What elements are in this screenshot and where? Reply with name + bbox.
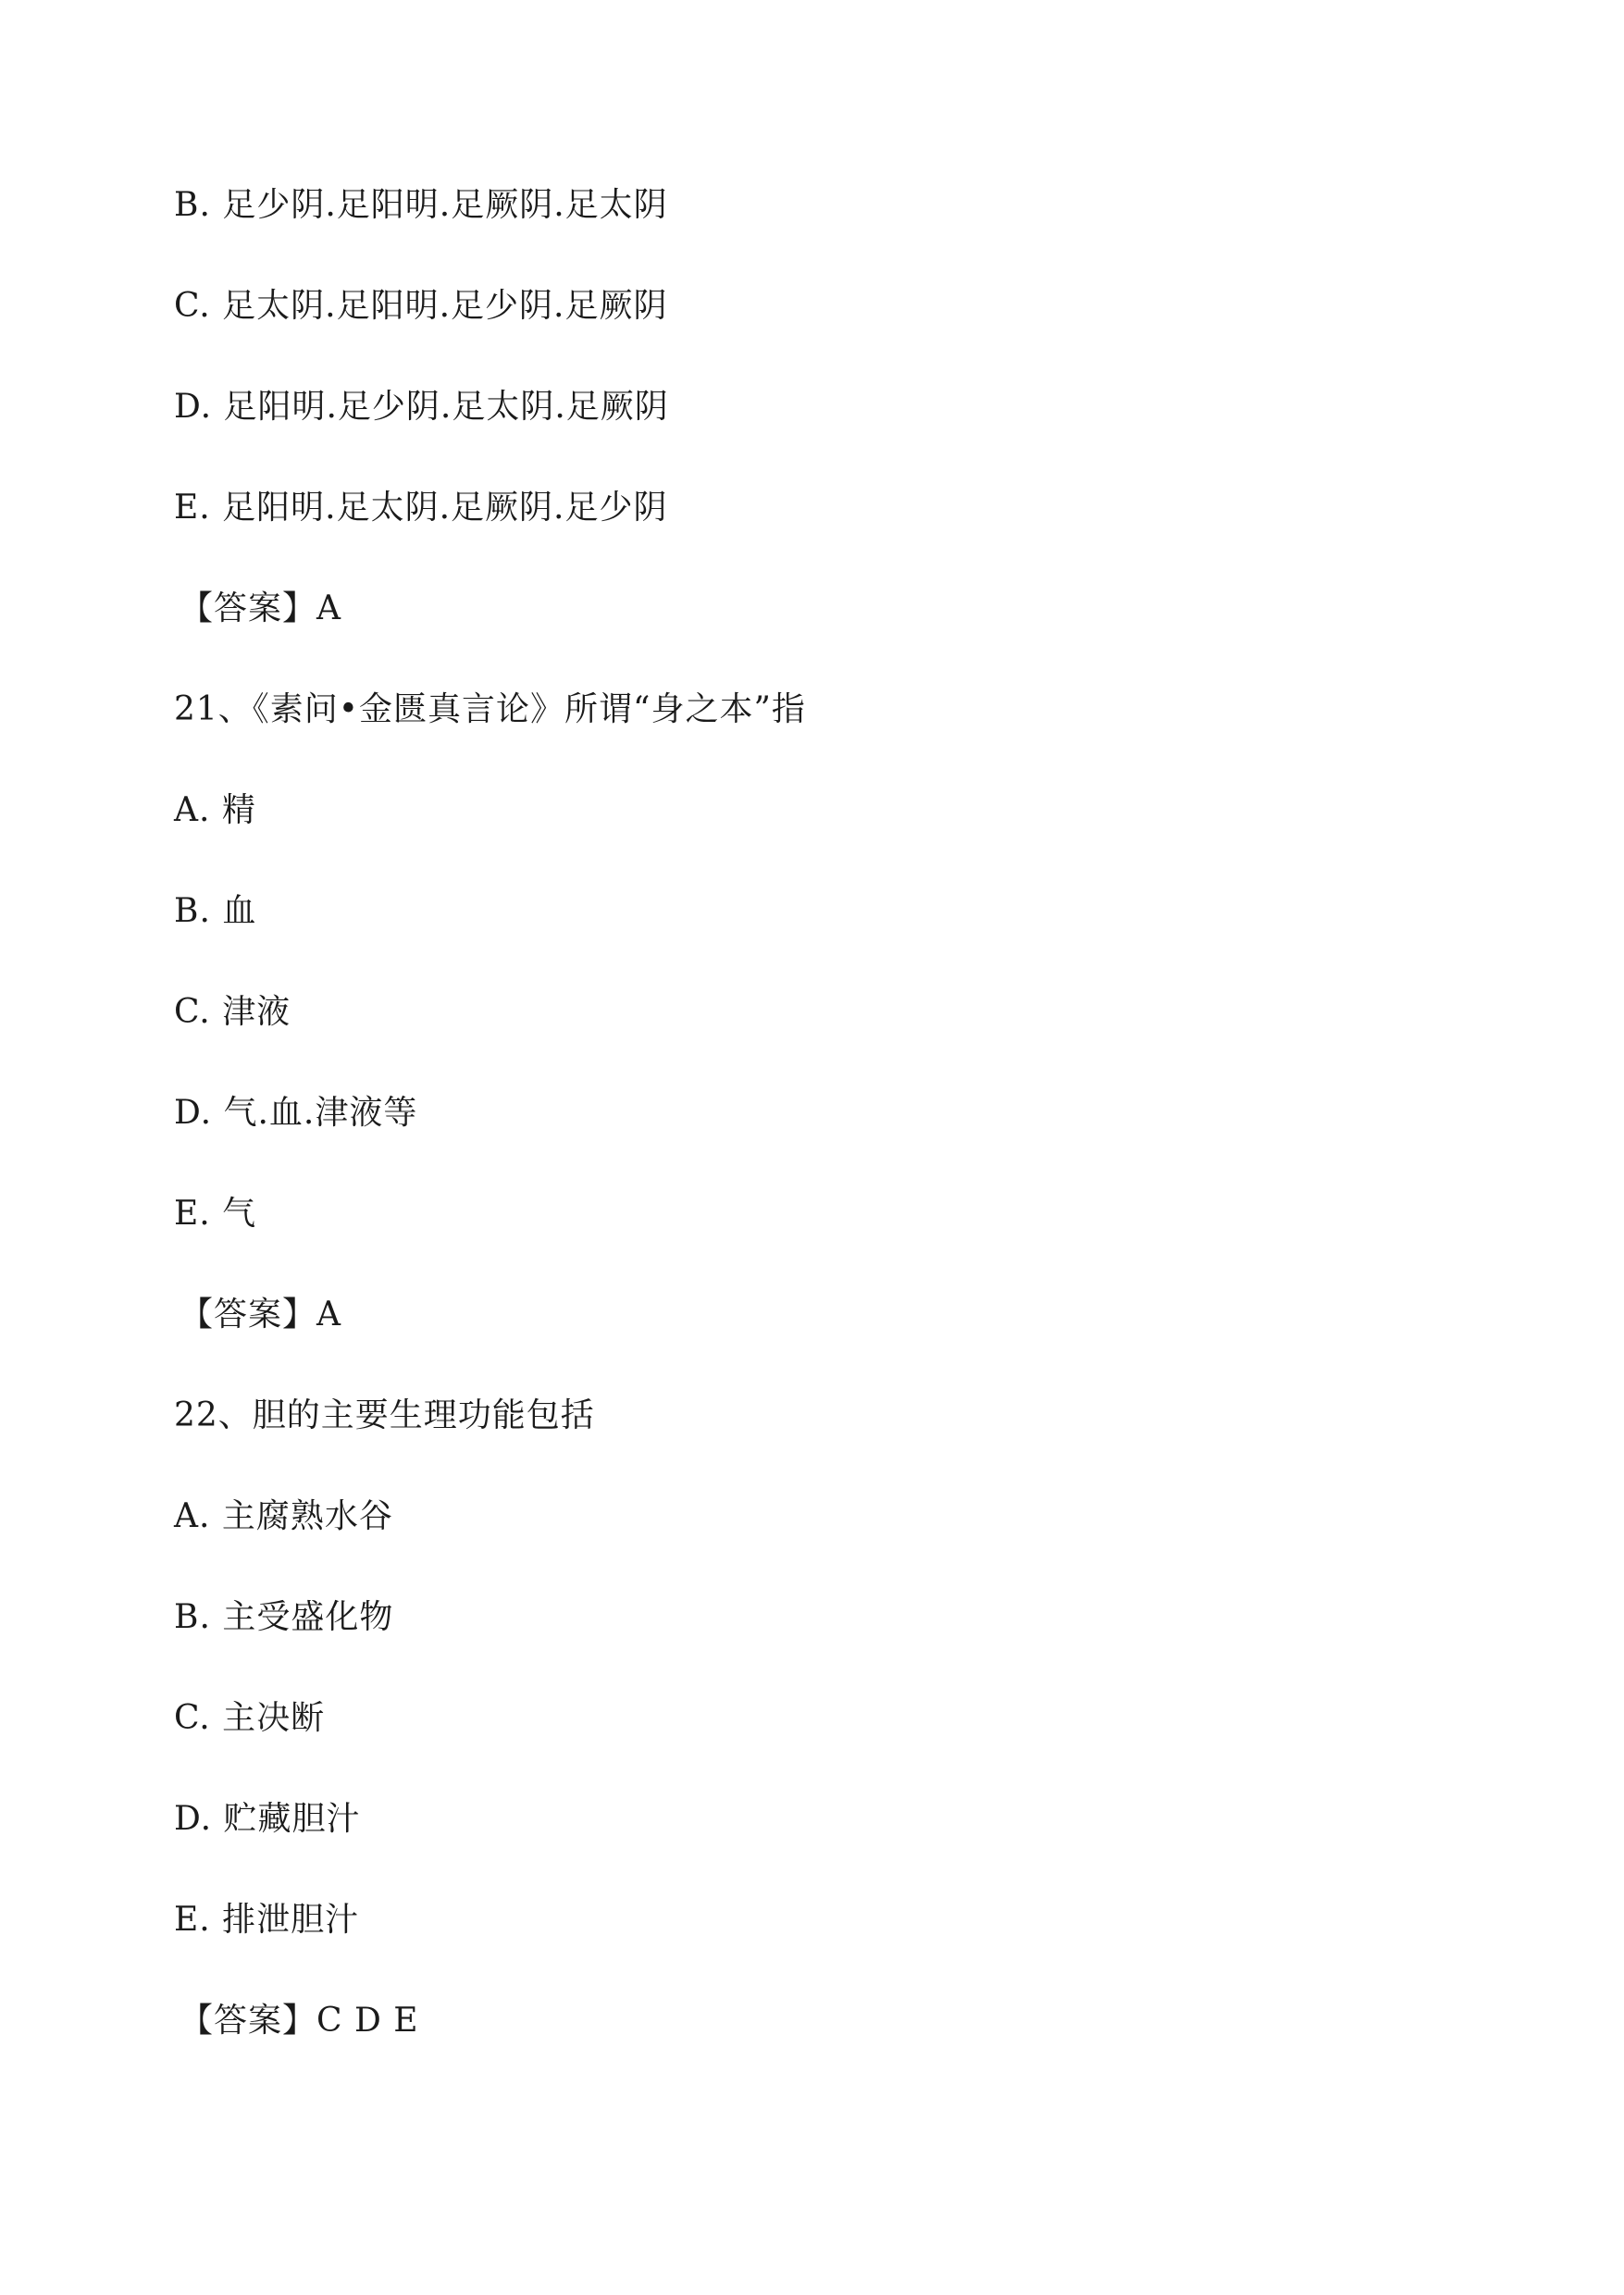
option-b-q22: B. 主受盛化物 [174, 1598, 394, 1636]
option-e-q20: E. 足阳明.足太阴.足厥阴.足少阴 [174, 489, 668, 527]
option-c-q20: C. 足太阴.足阳明.足少阴.足厥阴 [174, 287, 668, 325]
option-a-q22: A. 主腐熟水谷 [174, 1497, 393, 1535]
question-22: 22、胆的主要生理功能包括 [174, 1396, 595, 1434]
option-e-q21: E. 气 [174, 1195, 257, 1233]
question-21: 21、《素问•金匮真言论》所谓“身之本”指 [174, 690, 806, 728]
option-b-q21: B. 血 [174, 892, 257, 930]
option-e-q22: E. 排泄胆汁 [174, 1901, 360, 1939]
option-b-q20: B. 足少阴.足阳明.足厥阴.足太阴 [174, 186, 668, 224]
option-c-q22: C. 主决断 [174, 1699, 326, 1737]
option-c-q21: C. 津液 [174, 993, 291, 1031]
option-d-q21: D. 气.血.津液等 [174, 1094, 418, 1132]
option-a-q21: A. 精 [174, 791, 256, 829]
answer-q21: 【答案】A [180, 1296, 341, 1334]
answer-q22: 【答案】C D E [180, 2002, 419, 2040]
answer-q20: 【答案】A [180, 589, 341, 627]
option-d-q20: D. 足阳明.足少阴.足太阴.足厥阴 [174, 388, 669, 426]
option-d-q22: D. 贮藏胆汁 [174, 1800, 361, 1838]
